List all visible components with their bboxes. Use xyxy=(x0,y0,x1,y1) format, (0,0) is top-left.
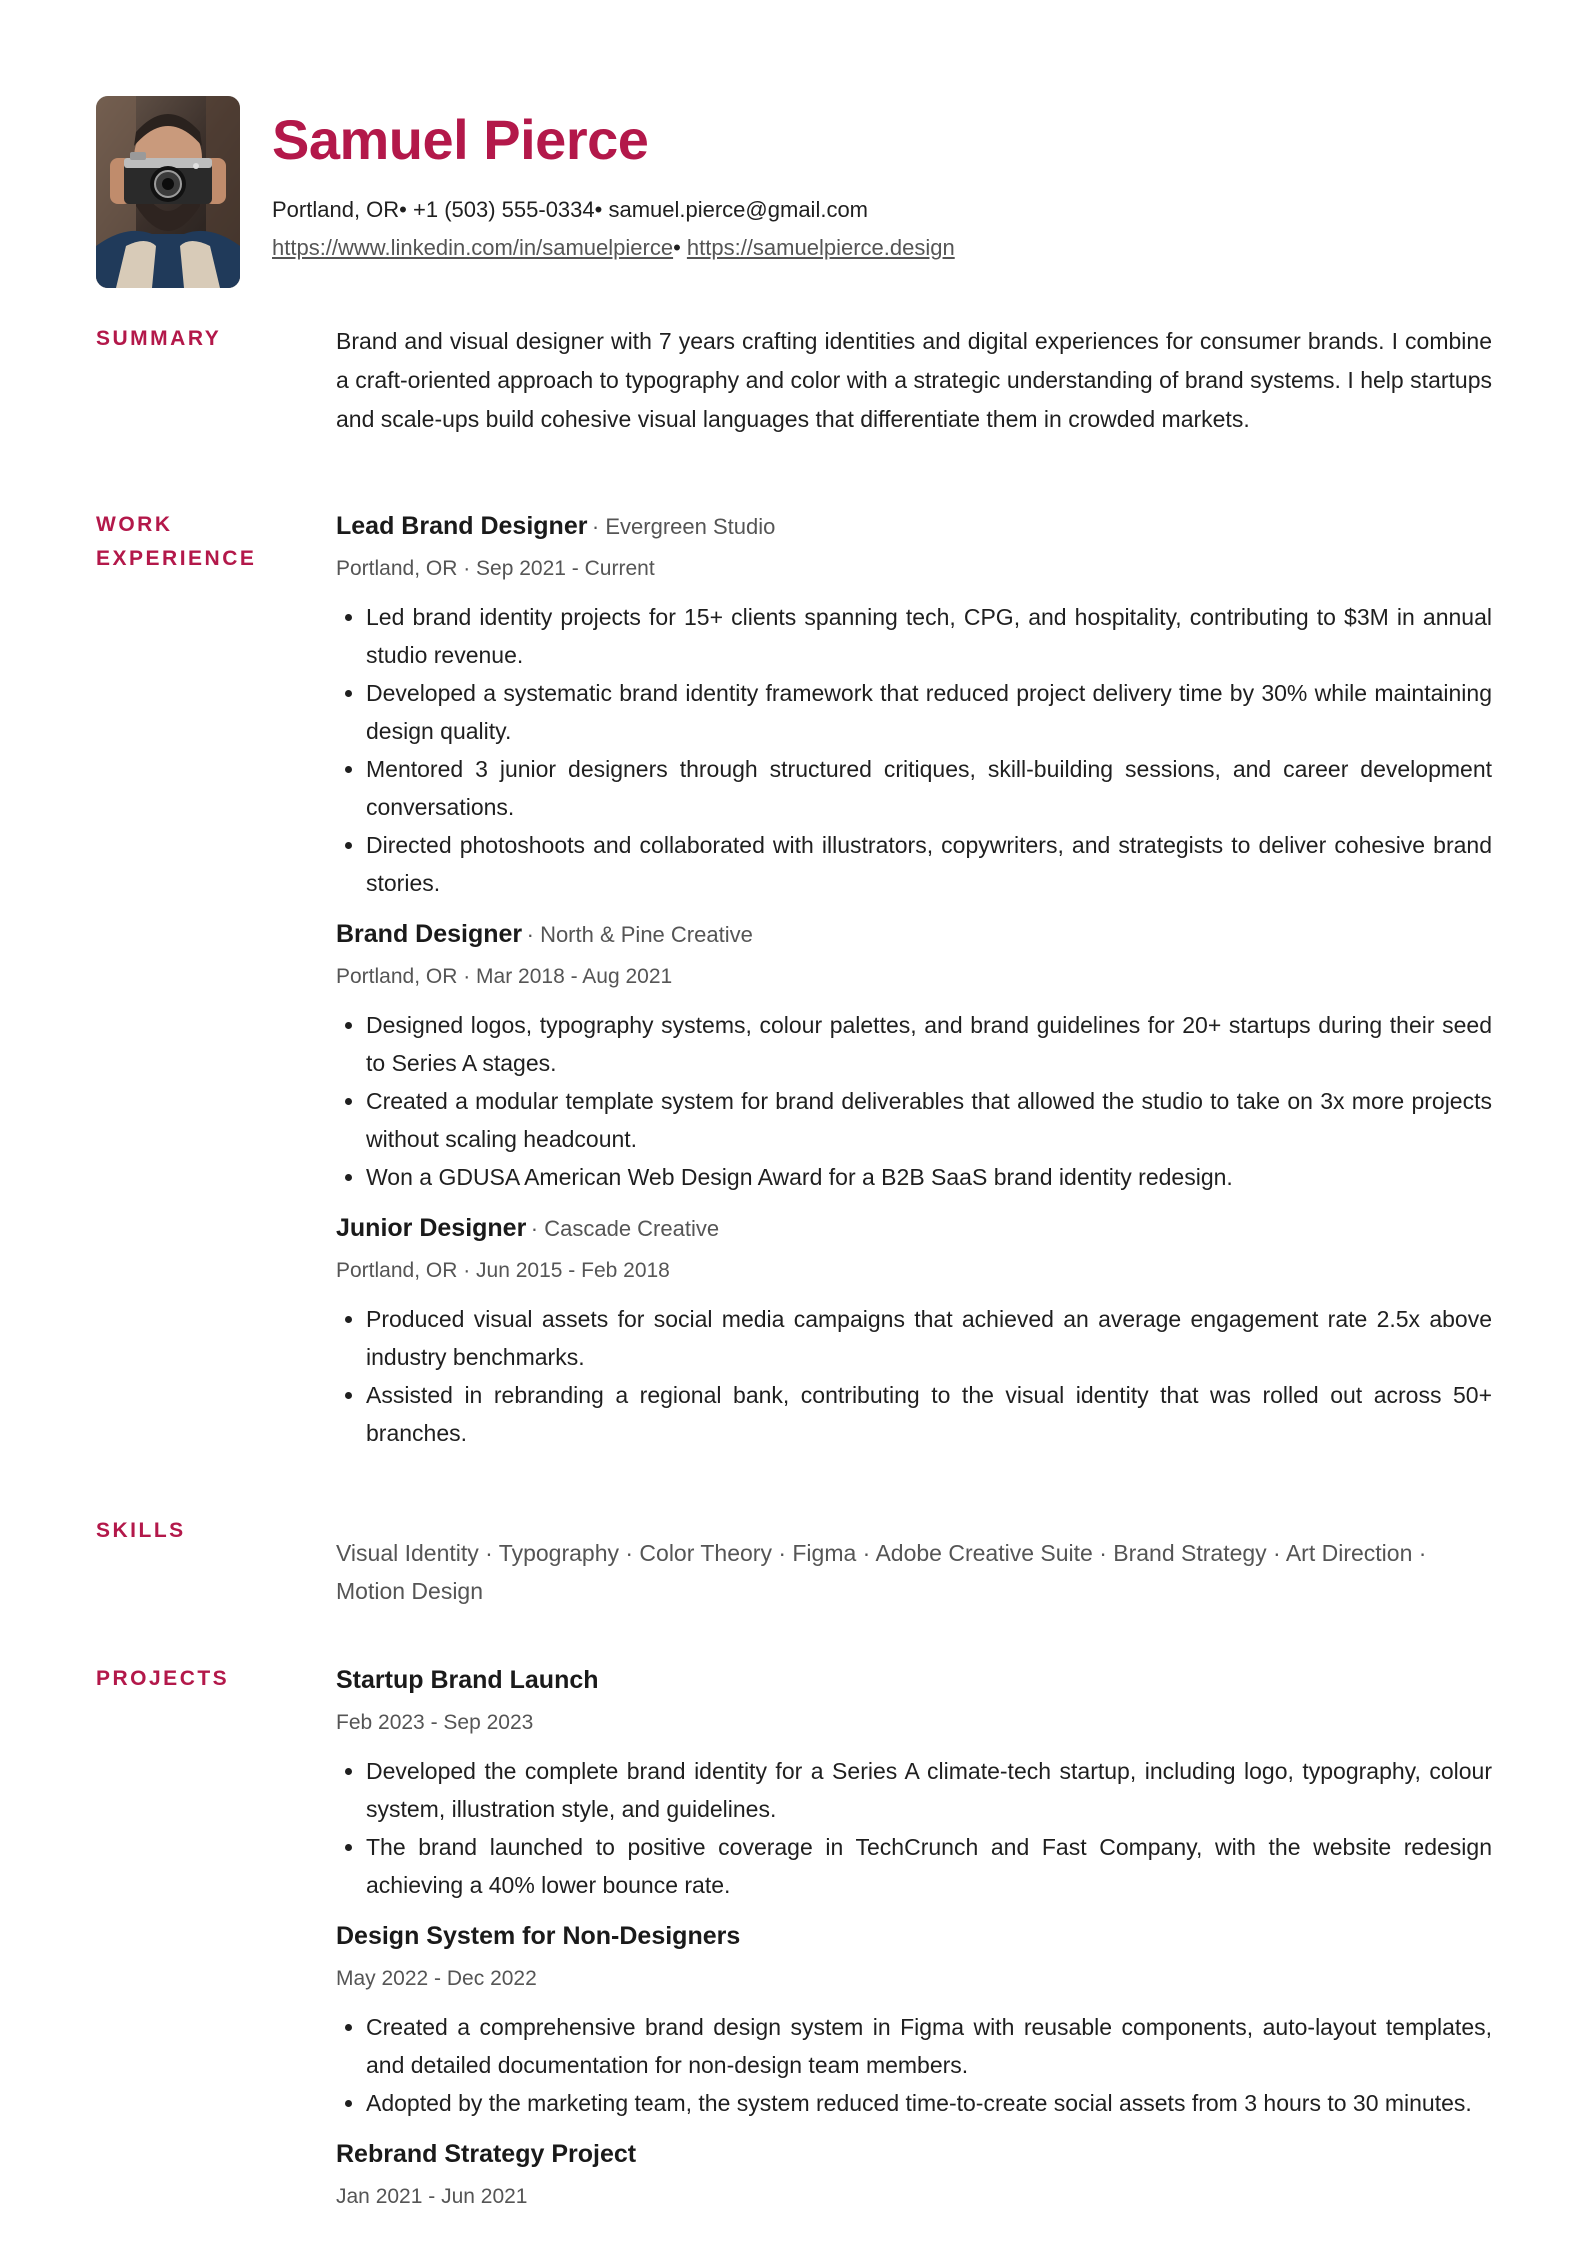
list-item: • Won a GDUSA American Web Design Award for a B2B SaaS brand identity redesign. xyxy=(366,1158,1492,1196)
project-entry xyxy=(336,1918,1492,2122)
location-text: Portland, OR xyxy=(272,197,400,222)
list-item: • The brand launched to positive coverage in TechCrunch and Fast Company, with the website redesign achieving a 40% lower bounce rate. xyxy=(366,1828,1492,1904)
work-experience-section xyxy=(96,508,1492,1498)
work-experience-body xyxy=(336,508,1492,1466)
job-entry xyxy=(336,1210,1492,1452)
section-label-skills: SKILLS xyxy=(96,1519,186,1542)
section-label-line: EXPERIENCE xyxy=(96,547,257,570)
summary-text: Brand and visual designer with 7 years crafting identities and digital experiences for consumer brands. I combine a craft-oriented approach to typography and color with a strategic understanding of brand systems. I help startups and scale-ups build cohesive visual languages that differentiate them in crowded markets. xyxy=(336,328,1492,432)
resume-header xyxy=(96,96,1496,288)
separator: • xyxy=(399,197,407,222)
skills-section xyxy=(96,1514,1492,1624)
project-bullets xyxy=(336,2008,1492,2122)
project-meta: May 2022 - Dec 2022 xyxy=(336,1967,537,1990)
job-entry xyxy=(336,916,1492,1196)
job-company: · Cascade Creative xyxy=(530,1216,720,1241)
project-meta: Jan 2021 - Jun 2021 xyxy=(336,2185,528,2208)
email-text: samuel.pierce@gmail.com xyxy=(608,197,868,222)
job-title: Junior Designer xyxy=(336,1214,527,1242)
project-meta: Feb 2023 - Sep 2023 xyxy=(336,1711,534,1734)
list-item: • Mentored 3 junior designers through structured critiques, skill-building sessions, and career development conversations. xyxy=(366,750,1492,826)
project-entry xyxy=(336,1662,1492,1904)
list-item: • Produced visual assets for social media campaigns that achieved an average engagement rate 2.5x above industry benchmarks. xyxy=(366,1300,1492,1376)
list-item: • Designed logos, typography systems, colour palettes, and brand guidelines for 20+ startups during their seed to Series A stages. xyxy=(366,1006,1492,1082)
list-item: • Adopted by the marketing team, the system reduced time-to-create social assets from 3 hours to 30 minutes. xyxy=(366,2084,1492,2122)
project-title: Startup Brand Launch xyxy=(336,1666,599,1694)
candidate-name: Samuel Pierce xyxy=(272,108,649,171)
avatar xyxy=(96,96,240,288)
list-item: • Directed photoshoots and collaborated with illustrators, copywriters, and strategists to deliver cohesive brand stories. xyxy=(366,826,1492,902)
job-title: Lead Brand Designer xyxy=(336,512,588,540)
section-label-summary: SUMMARY xyxy=(96,327,222,350)
job-entry xyxy=(336,508,1492,902)
project-entry xyxy=(336,2136,1492,2212)
summary-section xyxy=(96,322,1492,482)
linkedin-link[interactable]: https://www.linkedin.com/in/samuelpierce xyxy=(272,235,674,260)
job-meta: Portland, OR · Jun 2015 - Feb 2018 xyxy=(336,1259,670,1282)
job-title: Brand Designer xyxy=(336,920,523,948)
project-bullets xyxy=(336,1752,1492,1904)
separator: • xyxy=(594,197,603,222)
job-company: · North & Pine Creative xyxy=(526,922,753,947)
project-title: Design System for Non-Designers xyxy=(336,1922,741,1950)
list-item: • Created a comprehensive brand design system in Figma with reusable components, auto-layout templates, and detailed documentation for non-design team members. xyxy=(366,2008,1492,2084)
project-title: Rebrand Strategy Project xyxy=(336,2140,637,2168)
links-line xyxy=(272,234,955,262)
separator: • xyxy=(673,235,681,260)
website-link[interactable]: https://samuelpierce.design xyxy=(686,235,955,260)
section-label-work-experience xyxy=(96,508,316,576)
contact-line xyxy=(272,196,868,224)
job-meta: Portland, OR · Mar 2018 - Aug 2021 xyxy=(336,965,673,988)
job-bullets xyxy=(336,598,1492,902)
phone-text: +1 (503) 555-0334 xyxy=(413,197,595,222)
job-bullets xyxy=(336,1006,1492,1196)
list-item: • Assisted in rebranding a regional bank, contributing to the visual identity that was rolled out across 50+ branches. xyxy=(366,1376,1492,1452)
list-item: • Created a modular template system for brand deliverables that allowed the studio to take on 3x more projects without scaling headcount. xyxy=(366,1082,1492,1158)
job-meta: Portland, OR · Sep 2021 - Current xyxy=(336,557,655,580)
job-bullets xyxy=(336,1300,1492,1452)
list-item: • Led brand identity projects for 15+ clients spanning tech, CPG, and hospitality, contributing to $3M in annual studio revenue. xyxy=(366,598,1492,674)
section-label-projects: PROJECTS xyxy=(96,1667,230,1690)
section-label-line: WORK xyxy=(96,513,173,536)
projects-body xyxy=(336,1662,1492,2226)
list-item: • Developed a systematic brand identity framework that reduced project delivery time by 30% while maintaining design quality. xyxy=(366,674,1492,750)
list-item: • Developed the complete brand identity for a Series A climate-tech startup, including logo, typography, colour system, illustration style, and guidelines. xyxy=(366,1752,1492,1828)
skills-list: Visual Identity · Typography · Color Theory · Figma · Adobe Creative Suite · Brand Strategy · Art Direction · Motion Design xyxy=(336,1540,1427,1604)
skills-body xyxy=(336,1534,1492,1610)
summary-body xyxy=(336,322,1492,439)
job-company: · Evergreen Studio xyxy=(591,514,776,539)
profile-photo-icon xyxy=(96,96,240,288)
projects-section xyxy=(96,1662,1492,2246)
